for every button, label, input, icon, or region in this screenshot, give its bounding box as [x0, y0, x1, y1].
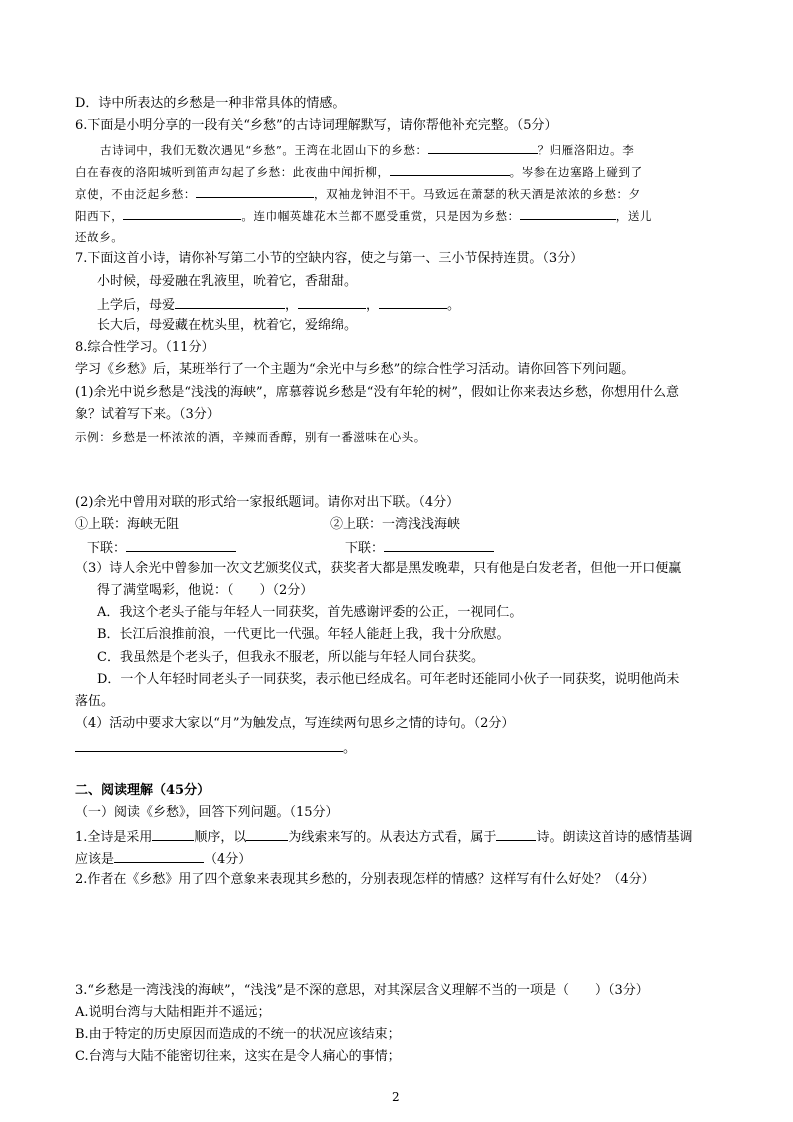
q8-3-option-d-line-2: 落伍。 [75, 694, 115, 709]
answer-blank [126, 537, 236, 552]
answer-blank [246, 826, 288, 841]
q7-text: ， [285, 298, 299, 313]
q8-2: (2)余光中曾用对联的形式给一家报纸题词。请你对出下联。（4分） [75, 495, 460, 510]
r1-text: 1.全诗是采用 [75, 830, 153, 845]
r1-text: 诗。朗读这首诗的感情基调 [536, 830, 693, 845]
reading-q2: 2.作者在《乡愁》用了四个意象来表现其乡愁的，分别表现怎样的情感？这样写有什么好处？（4分） [75, 872, 655, 887]
q8-1-example: 示例：乡愁是一杯浓浓的酒，辛辣而香醇，别有一番滋味在心头。 [75, 430, 426, 444]
r1-text: 为线索来写的。从表达方式看，属于 [288, 830, 497, 845]
r1-text: 应该是 [75, 852, 115, 867]
q7-text: 。 [447, 298, 461, 313]
q8-3-line-2: 得了满堂喝彩，他说：（ ）（2分） [97, 583, 314, 598]
q6-text: ？归雁洛阳边。李 [537, 143, 635, 157]
page-number: 2 [392, 1090, 400, 1104]
q7-poem-line-3: 长大后，母爱藏在枕头里，枕着它，爱绵绵。 [97, 318, 358, 333]
reading-q3: 3.“乡愁是一湾浅浅的海峡”，“浅浅”是不深的意思，对其深层含义理解不当的一项是（ ）（3分） [75, 983, 649, 998]
answer-blank [152, 826, 194, 841]
q7-poem-line-2 [97, 294, 460, 316]
q7-text: 上学后，母爱 [97, 298, 176, 313]
answer-blank [384, 537, 494, 552]
q8-3-option-c: C．我虽然是个老头子，但我永不服老，所以能与年轻人同台获奖。 [97, 650, 484, 665]
answer-blank [496, 826, 536, 841]
q6-passage-line-3 [75, 183, 641, 204]
couplet-label: 下联： [87, 541, 127, 556]
q6-text: 。岑参在边塞路上碰到了 [509, 165, 643, 179]
answer-blank [175, 294, 285, 309]
q7-text: ， [366, 298, 380, 313]
q8-3-option-a: A．我这个老头子能与年轻人一同获奖，首先感谢评委的公正，一视同仁。 [97, 605, 523, 620]
reading-q3-option-a: A.说明台湾与大陆相距并不遥远； [75, 1005, 271, 1020]
q6-passage-line-4 [75, 205, 652, 226]
answer-blank [123, 205, 241, 220]
answer-blank [114, 848, 204, 863]
q6-text: 白在春夜的洛阳城听到笛声勾起了乡愁：此夜曲中闻折柳， [75, 165, 390, 179]
q8-4-answer-line [75, 737, 356, 759]
question-8: 8.综合性学习。（11分） [75, 340, 215, 355]
couplet-label: 下联： [345, 541, 385, 556]
couplet-lower-2 [345, 537, 494, 559]
section-2-title: 二、阅读理解（45分） [75, 783, 211, 798]
answer-blank [390, 161, 510, 176]
answer-blank [196, 183, 314, 198]
q7-poem-line-1: 小时候，母爱融在乳液里，吮着它，香甜甜。 [97, 274, 358, 289]
answer-blank [428, 139, 538, 154]
reading-q3-option-c: C.台湾与大陆不能密切往来，这实在是令人痛心的事情； [75, 1049, 401, 1064]
q6-text: 。连巾帼英雄花木兰都不愿受重赏，只是因为乡愁： [241, 209, 520, 223]
q6-text: ，送儿 [615, 209, 653, 223]
q8-4: （4）活动中要求大家以“月”为触发点，写连续两句思乡之情的诗句。（2分） [75, 716, 515, 731]
q6-text: 京使，不由泛起乡愁： [75, 187, 196, 201]
r1-text: （4分） [204, 852, 252, 867]
reading-q1-line-1 [75, 826, 692, 848]
answer-blank [298, 294, 366, 309]
q8-3-option-d-line-1: D．一个人年轻时同老头子一同获奖，表示他已经成名。可年老时还能同小伙子一同获奖，说明他尚未 [97, 672, 680, 687]
reading-part-1-title: （一）阅读《乡愁》，回答下列问题。（15分） [75, 805, 339, 820]
q8-intro: 学习《乡愁》后，某班举行了一个主题为“余光中与乡愁”的综合性学习活动。请你回答下列问题。 [75, 362, 635, 377]
q8-3-line-1: （3）诗人余光中曾参加一次文艺颁奖仪式，获奖者大都是黑发晚辈，只有他是白发老者，但他一开口便赢 [75, 561, 682, 576]
q8-3-option-b: B．长江后浪推前浪，一代更比一代强。年轻人能赶上我，我十分欣慰。 [97, 627, 510, 642]
q8-1-line-1: (1)余光中说乡愁是“浅浅的海峡”，席慕蓉说乡愁是“没有年轮的树”，假如让你来表达乡愁，你想用什么意 [75, 385, 679, 400]
couplet-upper-1: ①上联：海峡无阻 [75, 517, 180, 532]
option-d: D．诗中所表达的乡愁是一种非常具体的情感。 [75, 96, 346, 111]
q6-text: 阳西下， [75, 209, 124, 223]
couplet-upper-2: ②上联：一湾浅浅海峡 [330, 517, 461, 532]
q8-4-period: 。 [343, 741, 357, 756]
answer-blank [379, 294, 447, 309]
q8-1-line-2: 象？试着写下来。（3分） [75, 407, 220, 422]
question-7: 7.下面这首小诗，请你补写第二小节的空缺内容，使之与第一、三小节保持连贯。（3分） [75, 251, 584, 266]
q6-passage-line-1 [100, 139, 634, 160]
question-6: 6.下面是小明分享的一段有关“乡愁”的古诗词理解默写，请你帮他补充完整。（5分） [75, 118, 558, 133]
reading-q1-line-2 [75, 848, 251, 870]
answer-blank [520, 205, 616, 220]
couplet-lower-1 [87, 537, 236, 559]
q6-text: ，双袖龙钟泪不干。马致远在萧瑟的秋天酒是浓浓的乡愁：夕 [314, 187, 641, 201]
answer-blank [75, 737, 343, 752]
q6-text: 古诗词中，我们无数次遇见“乡愁”。王湾在北固山下的乡愁： [100, 143, 428, 157]
q6-passage-line-2 [75, 161, 643, 182]
q6-passage-line-5: 还故乡。 [75, 230, 124, 244]
reading-q3-option-b: B.由于特定的历史原因而造成的不统一的状况应该结束； [75, 1027, 401, 1042]
r1-text: 顺序，以 [194, 830, 247, 845]
